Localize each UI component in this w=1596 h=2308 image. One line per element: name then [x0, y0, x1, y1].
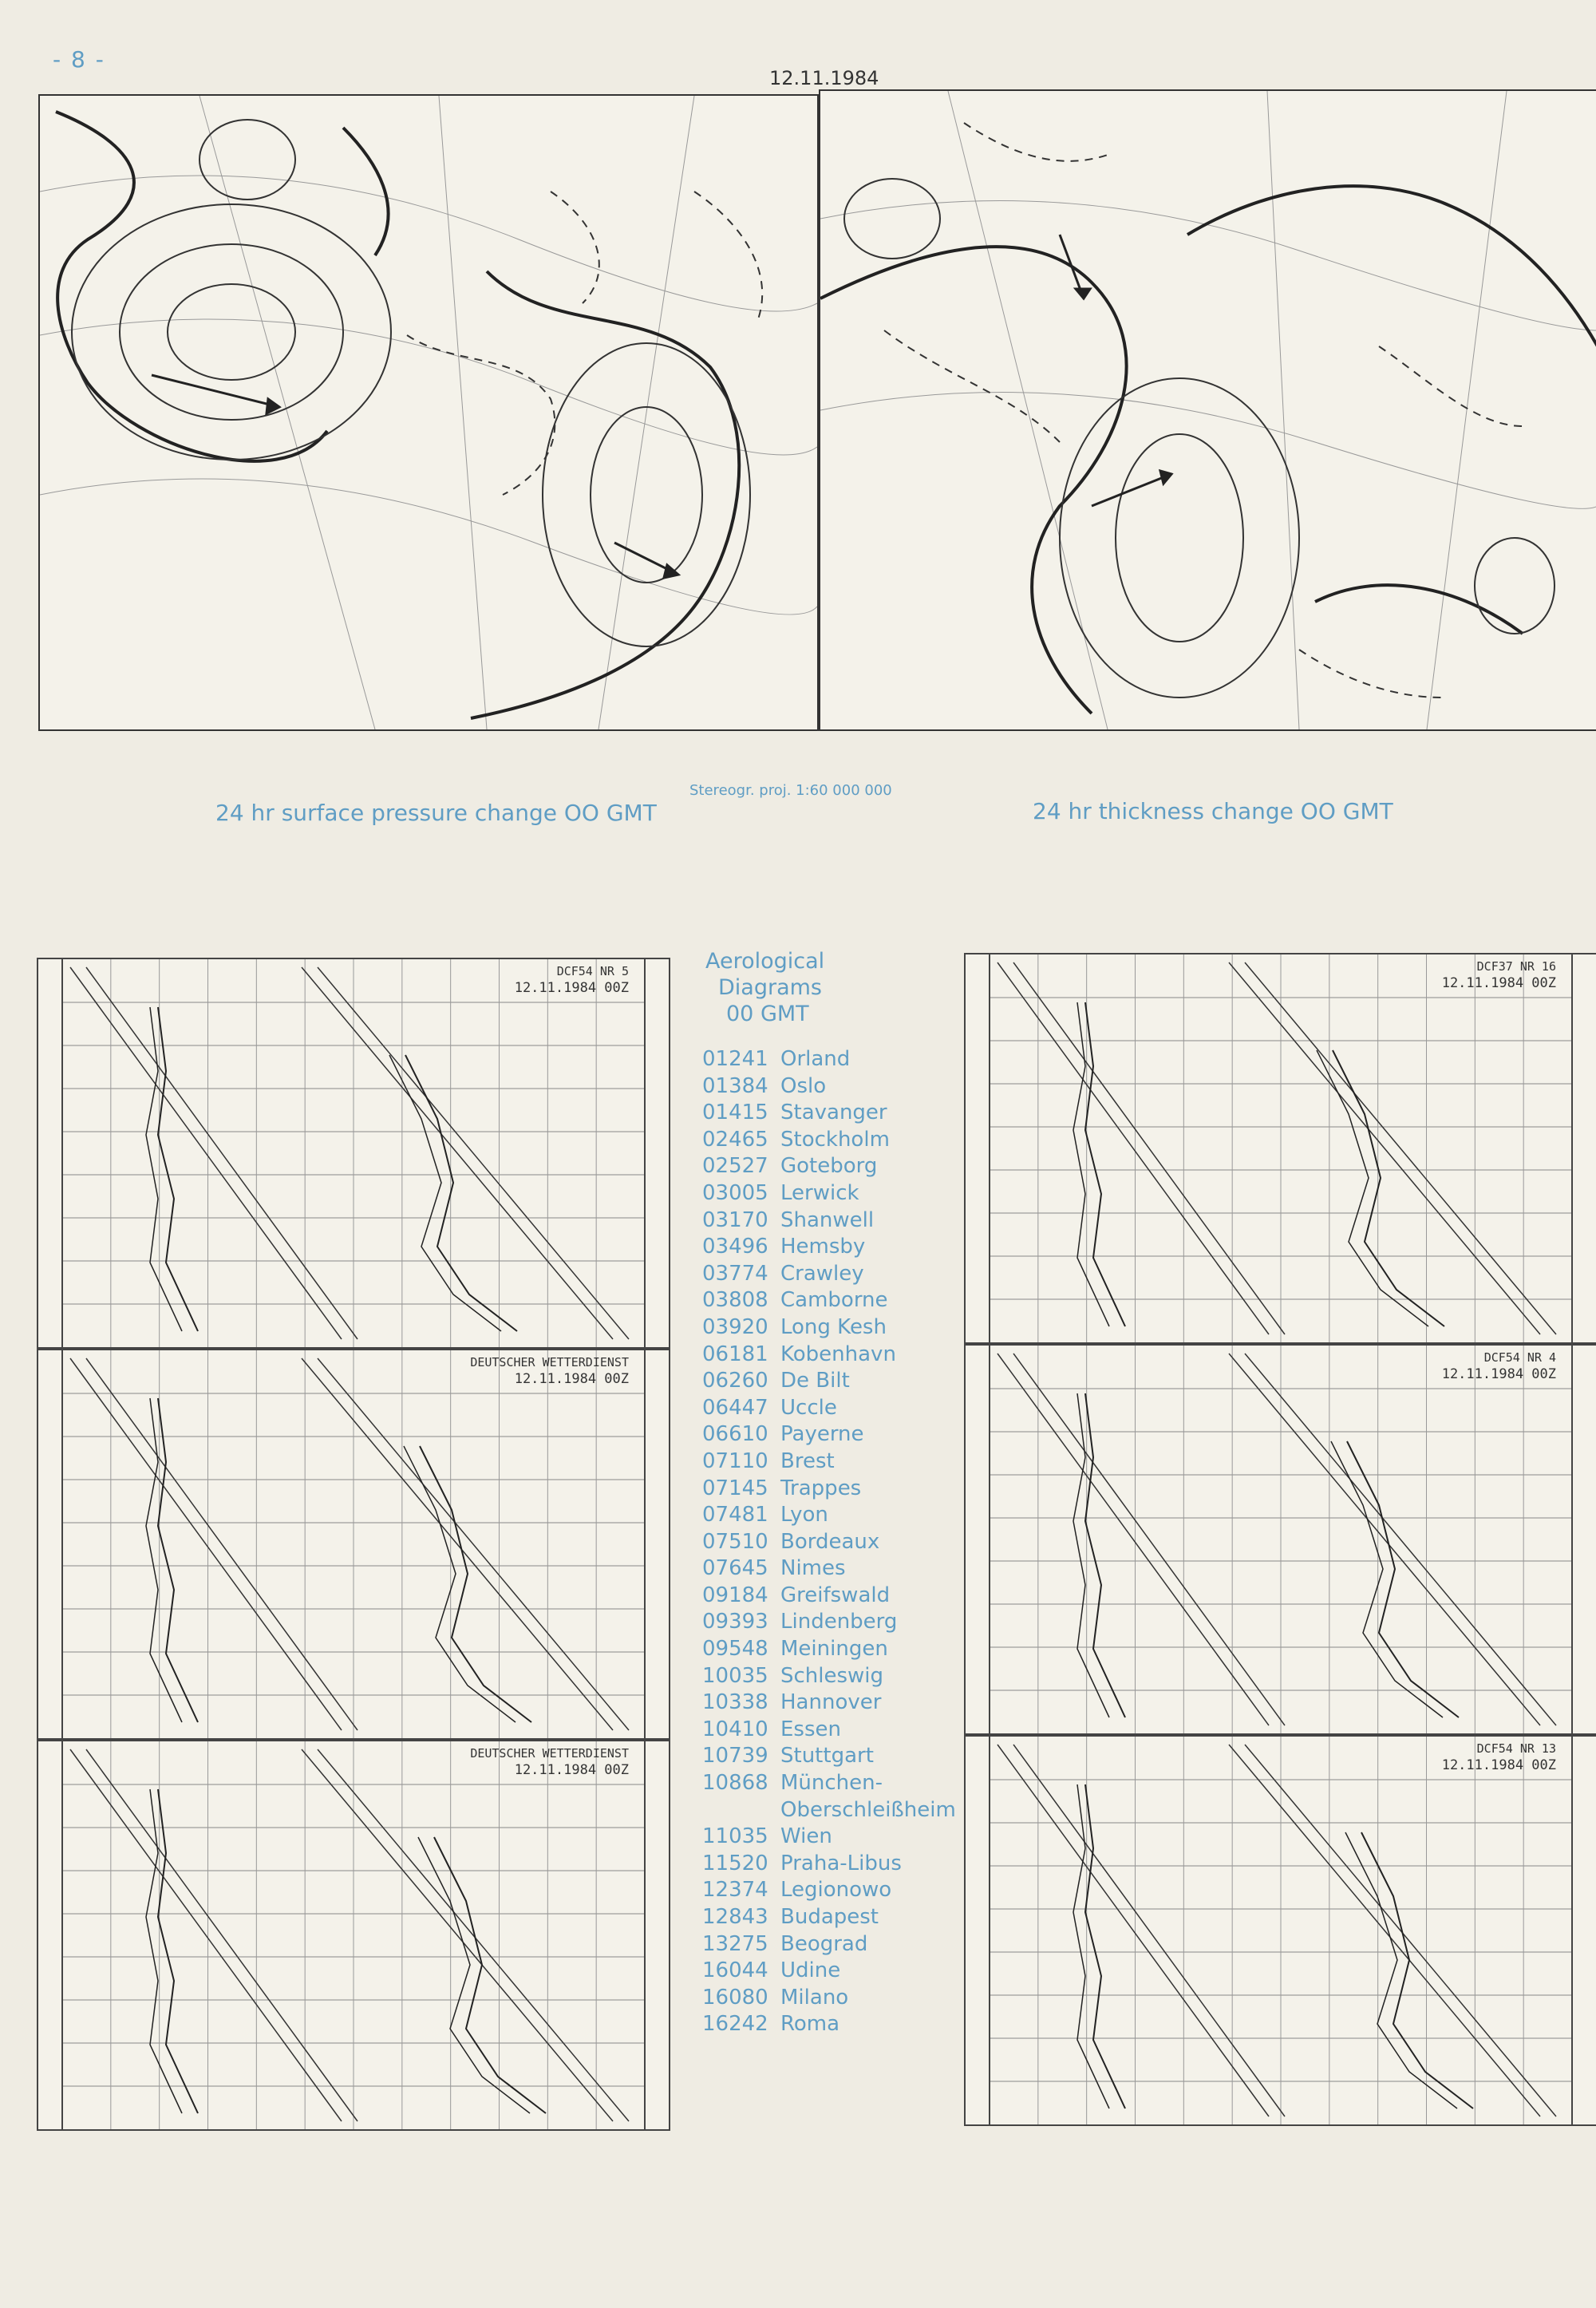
station-code: 10868 — [702, 1771, 768, 1796]
station-item — [702, 1287, 958, 1314]
station-name: Beograd — [780, 1931, 868, 1956]
station-code: 07510 — [702, 1529, 768, 1554]
station-item — [702, 1529, 958, 1556]
station-name: Legionowo — [780, 1878, 892, 1903]
station-code: 12843 — [702, 1905, 768, 1929]
surface-pressure-caption: 24 hr surface pressure change OO GMT — [215, 800, 657, 826]
station-item — [702, 1770, 958, 1824]
station-code: 06181 — [702, 1342, 768, 1366]
station-item — [702, 1555, 958, 1583]
station-name: Lerwick — [780, 1180, 859, 1205]
station-item — [702, 1314, 958, 1342]
station-code: 11035 — [702, 1824, 768, 1849]
station-item — [702, 1234, 958, 1261]
diagrams-title-line1: Aerological — [705, 949, 825, 974]
station-item — [702, 1985, 958, 2012]
station-code: 07481 — [702, 1503, 768, 1527]
station-item — [702, 1127, 958, 1154]
station-name: Uccle — [780, 1395, 837, 1420]
station-code: 01384 — [702, 1073, 768, 1098]
station-name: Praha-Libus — [780, 1851, 902, 1875]
station-item — [702, 1476, 958, 1503]
diagram-header: DCF54 NR 4 — [1483, 1350, 1556, 1365]
station-code: 09184 — [702, 1583, 768, 1607]
station-name: De Bilt — [780, 1369, 850, 1393]
station-list — [702, 1046, 958, 2038]
diagram-drawing — [966, 1346, 1596, 1733]
station-item — [702, 1368, 958, 1395]
thickness-change-map — [819, 89, 1596, 731]
station-item — [702, 1851, 958, 1878]
diagram-date: 12.11.1984 00Z — [1441, 975, 1556, 991]
station-code: 03774 — [702, 1261, 768, 1286]
diagram-header: DEUTSCHER WETTERDIENST — [470, 1746, 629, 1761]
station-item — [702, 1663, 958, 1690]
station-code: 07110 — [702, 1448, 768, 1473]
station-item — [702, 1717, 958, 1744]
station-name: Meiningen — [780, 1637, 888, 1662]
station-item — [702, 1421, 958, 1448]
station-name: Long Kesh — [780, 1314, 887, 1339]
projection-note: Stereogr. proj. 1:60 000 000 — [689, 782, 892, 799]
diagram-drawing — [38, 1350, 669, 1738]
station-item — [702, 1824, 958, 1851]
station-name: Essen — [780, 1717, 841, 1741]
station-code: 11520 — [702, 1851, 768, 1875]
station-name: Stuttgart — [780, 1744, 874, 1769]
station-name: Bordeaux — [780, 1529, 880, 1554]
station-item — [702, 1636, 958, 1663]
station-item — [702, 1502, 958, 1529]
diagram-header: DCF54 NR 13 — [1476, 1741, 1556, 1756]
station-name: Brest — [780, 1448, 835, 1473]
surface-pressure-map-drawing — [40, 96, 817, 729]
station-name: Nimes — [780, 1556, 846, 1581]
diagram-drawing — [38, 1741, 669, 2129]
station-code: 03170 — [702, 1207, 768, 1232]
station-item — [702, 1904, 958, 1931]
station-item — [702, 1958, 958, 1985]
diagram-date: 12.11.1984 00Z — [1441, 1366, 1556, 1382]
diagram-header: DCF37 NR 16 — [1476, 959, 1556, 974]
station-code: 07645 — [702, 1556, 768, 1581]
station-name: Hemsby — [780, 1235, 866, 1259]
station-name: Roma — [780, 2012, 840, 2037]
station-name: Camborne — [780, 1288, 888, 1313]
diagram-date: 12.11.1984 00Z — [514, 980, 629, 996]
page-date: 12.11.1984 — [769, 67, 879, 89]
station-code: 09393 — [702, 1610, 768, 1634]
surface-pressure-map — [38, 94, 819, 731]
diagram-date: 12.11.1984 00Z — [514, 1762, 629, 1778]
station-code: 12374 — [702, 1878, 768, 1903]
station-code: 02465 — [702, 1127, 768, 1152]
aerological-diagram — [964, 1344, 1596, 1735]
aerological-diagram — [37, 958, 670, 1349]
diagram-drawing — [966, 1737, 1596, 2124]
station-code: 03920 — [702, 1314, 768, 1339]
station-code: 03005 — [702, 1180, 768, 1205]
station-name: Trappes — [780, 1476, 862, 1500]
station-item — [702, 1609, 958, 1636]
station-name: Stockholm — [780, 1127, 890, 1152]
station-item — [702, 1583, 958, 1610]
station-code: 06260 — [702, 1369, 768, 1393]
station-item — [702, 1448, 958, 1476]
station-code: 03496 — [702, 1235, 768, 1259]
station-code: 03808 — [702, 1288, 768, 1313]
station-name: Goteborg — [780, 1154, 878, 1179]
station-name: Lyon — [780, 1503, 828, 1527]
station-code: 13275 — [702, 1931, 768, 1956]
station-item — [702, 1180, 958, 1207]
station-code: 10338 — [702, 1690, 768, 1715]
station-name: Lindenberg — [780, 1610, 898, 1634]
station-name: Udine — [780, 1958, 841, 1983]
station-item — [702, 1743, 958, 1770]
station-name: München-Oberschleißheim — [780, 1771, 956, 1822]
diagram-column-right — [964, 953, 1594, 2126]
diagram-column-left — [37, 958, 667, 2131]
station-item — [702, 1207, 958, 1235]
thickness-caption: 24 hr thickness change OO GMT — [1033, 798, 1393, 824]
diagram-date: 12.11.1984 00Z — [1441, 1757, 1556, 1773]
station-name: Schleswig — [780, 1663, 884, 1688]
station-item — [702, 1877, 958, 1904]
station-name: Shanwell — [780, 1207, 875, 1232]
station-item — [702, 1073, 958, 1101]
aerological-diagram — [964, 953, 1596, 1344]
station-item — [702, 1261, 958, 1288]
station-name: Kobenhavn — [780, 1342, 896, 1366]
thickness-change-map-drawing — [820, 91, 1596, 729]
station-item — [702, 1395, 958, 1422]
station-code: 01415 — [702, 1101, 768, 1125]
station-code: 10410 — [702, 1717, 768, 1741]
diagrams-title — [705, 948, 958, 1027]
station-item — [702, 2011, 958, 2038]
station-code: 09548 — [702, 1637, 768, 1662]
station-name: Budapest — [780, 1905, 879, 1929]
diagrams-title-line2: Diagrams — [718, 975, 822, 1000]
station-code: 06447 — [702, 1395, 768, 1420]
station-list-block — [702, 948, 958, 2038]
station-code: 06610 — [702, 1422, 768, 1447]
aerological-diagram — [37, 1349, 670, 1740]
diagrams-title-line3: 00 GMT — [726, 1002, 809, 1026]
station-item — [702, 1153, 958, 1180]
station-name: Payerne — [780, 1422, 864, 1447]
station-name: Greifswald — [780, 1583, 891, 1607]
diagram-drawing — [38, 959, 669, 1347]
station-code: 07145 — [702, 1476, 768, 1500]
aerological-diagram — [37, 1740, 670, 2131]
station-name: Orland — [780, 1047, 851, 1071]
station-item — [702, 1690, 958, 1717]
station-item — [702, 1342, 958, 1369]
diagram-date: 12.11.1984 00Z — [514, 1371, 629, 1387]
diagram-drawing — [966, 954, 1596, 1342]
station-code: 01241 — [702, 1047, 768, 1071]
station-name: Crawley — [780, 1261, 864, 1286]
station-item — [702, 1931, 958, 1958]
aerological-diagram — [964, 1735, 1596, 2126]
station-code: 02527 — [702, 1154, 768, 1179]
diagram-header: DCF54 NR 5 — [556, 964, 629, 978]
station-code: 16044 — [702, 1958, 768, 1983]
station-code: 16242 — [702, 2012, 768, 2037]
station-code: 10035 — [702, 1663, 768, 1688]
station-code: 16080 — [702, 1985, 768, 2010]
station-name: Milano — [780, 1985, 849, 2010]
station-name: Wien — [780, 1824, 832, 1849]
station-item — [702, 1100, 958, 1127]
station-name: Hannover — [780, 1690, 882, 1715]
station-item — [702, 1046, 958, 1073]
station-name: Oslo — [780, 1073, 827, 1098]
diagram-header: DEUTSCHER WETTERDIENST — [470, 1355, 629, 1369]
station-name: Stavanger — [780, 1101, 887, 1125]
station-code: 10739 — [702, 1744, 768, 1769]
page-number: - 8 - — [53, 46, 105, 73]
